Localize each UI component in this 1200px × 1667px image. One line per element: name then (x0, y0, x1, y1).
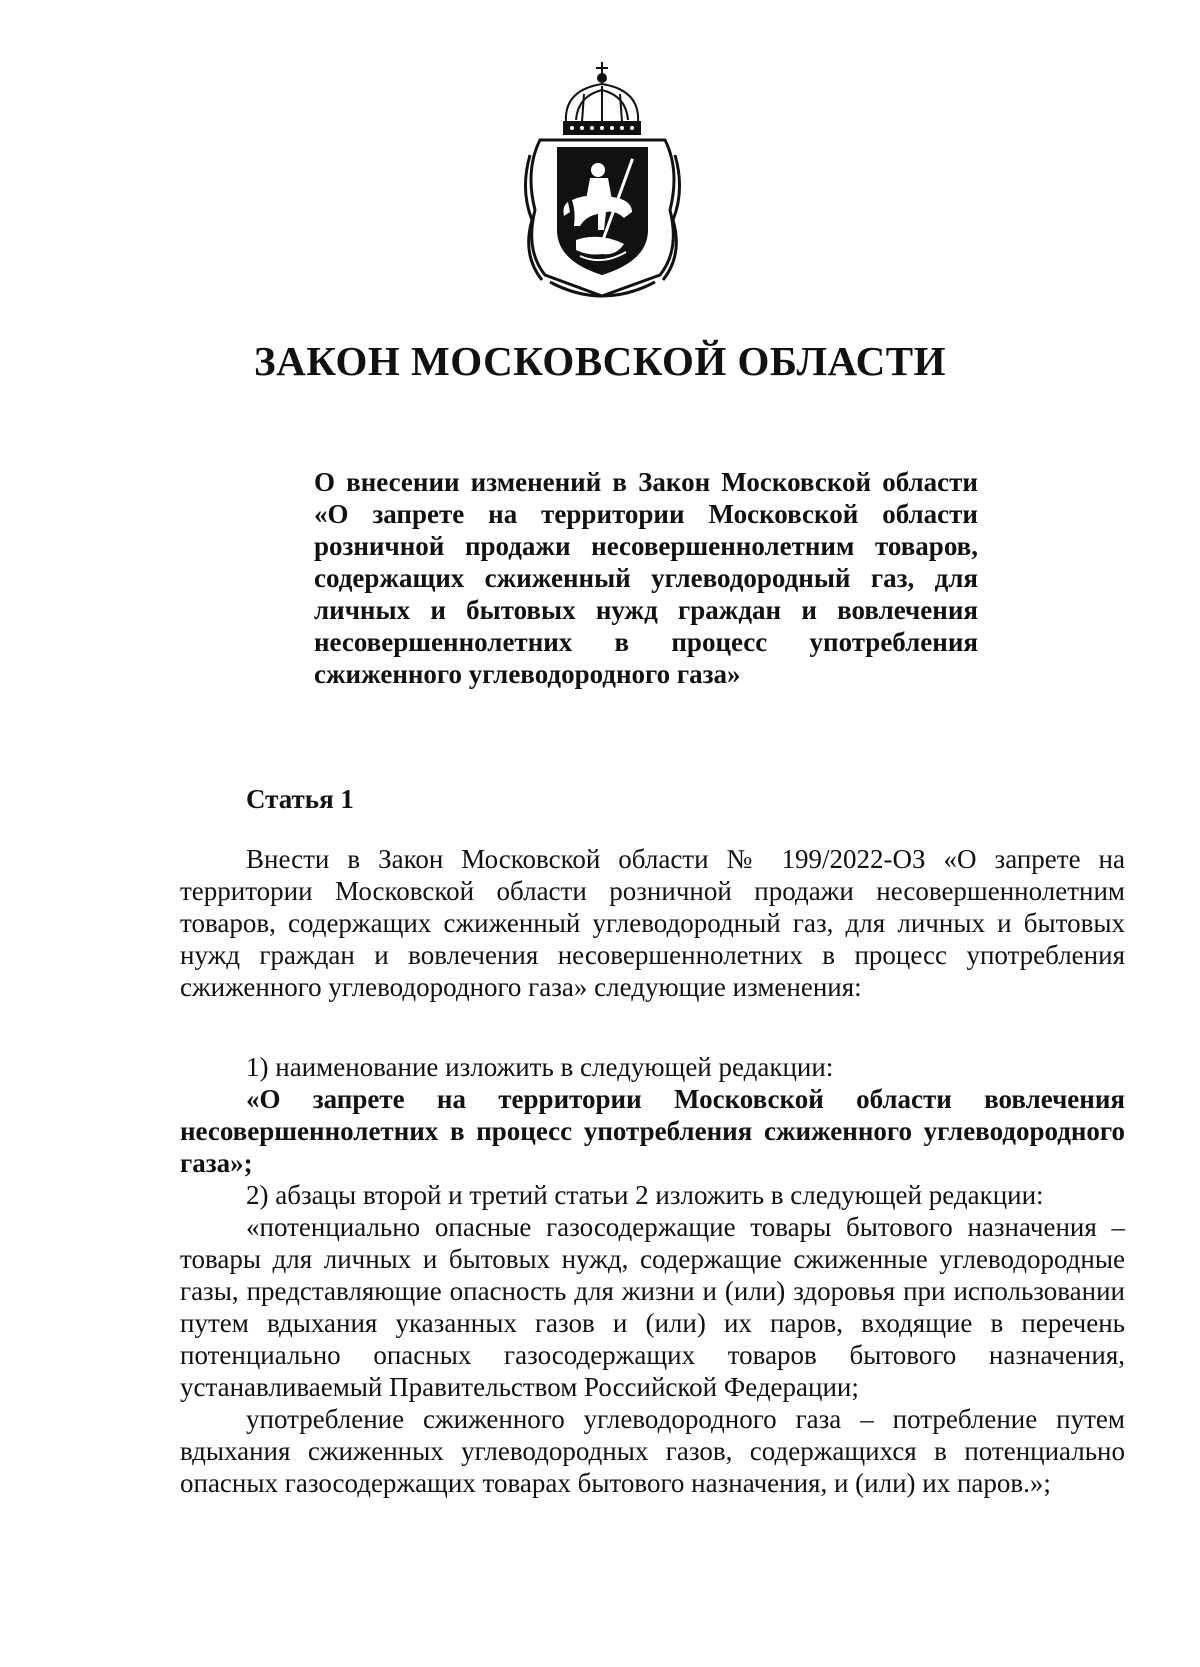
paragraph-item-1: 1) наименование изложить в следующей редакции: (246, 1052, 834, 1082)
paragraph-definition-1: «потенциально опасные газосодержащие товары бытового назначения – товары для личных и бытовых нужд, содержащие сжиженные углеводородные газы, представляющие опасность для жизни и (или) здоровья при использовании путем вдыхания указанных газов и (или) их паров, входящие в перечень потенциально опасных газосодержащих товаров бытового назначения, устанавливаемый Правительством Российской Федерации; (180, 1212, 1125, 1402)
document-subject: О внесении изменений в Закон Московской области «О запрете на территории Московской области розничной продажи несовершеннолетним товаров, содержащих сжиженный углеводородный газ, для личных и бытовых нужд граждан и вовлечения несовершеннолетних в процесс употребления сжиженного углеводородного газа» (314, 467, 978, 689)
paragraph-intro: Внести в Закон Московской области № 199/2022-ОЗ «О запрете на территории Московской области розничной продажи несовершеннолетним товаров, содержащих сжиженный углеводородный газ, для личных и бытовых нужд граждан и вовлечения несовершеннолетних в процесс употребления сжиженного углеводородного газа» следующие изменения: (180, 844, 1125, 1002)
paragraph-definition-2: употребление сжиженного углеводородного газа – потребление путем вдыхания сжиженных углеводородных газов, содержащихся в потенциально опасных газосодержащих товарах бытового назначения, и (или) их паров.»; (180, 1404, 1125, 1498)
paragraph-new-title: «О запрете на территории Московской области вовлечения несовершеннолетних в процесс употребления сжиженного углеводородного газа»; (180, 1084, 1125, 1178)
coat-of-arms-icon (520, 60, 685, 300)
document-title: ЗАКОН МОСКОВСКОЙ ОБЛАСТИ (254, 338, 946, 384)
article-body (180, 843, 1125, 1499)
article-heading: Статья 1 (246, 784, 354, 814)
paragraph-item-2: 2) абзацы второй и третий статьи 2 изложить в следующей редакции: (246, 1180, 1044, 1210)
